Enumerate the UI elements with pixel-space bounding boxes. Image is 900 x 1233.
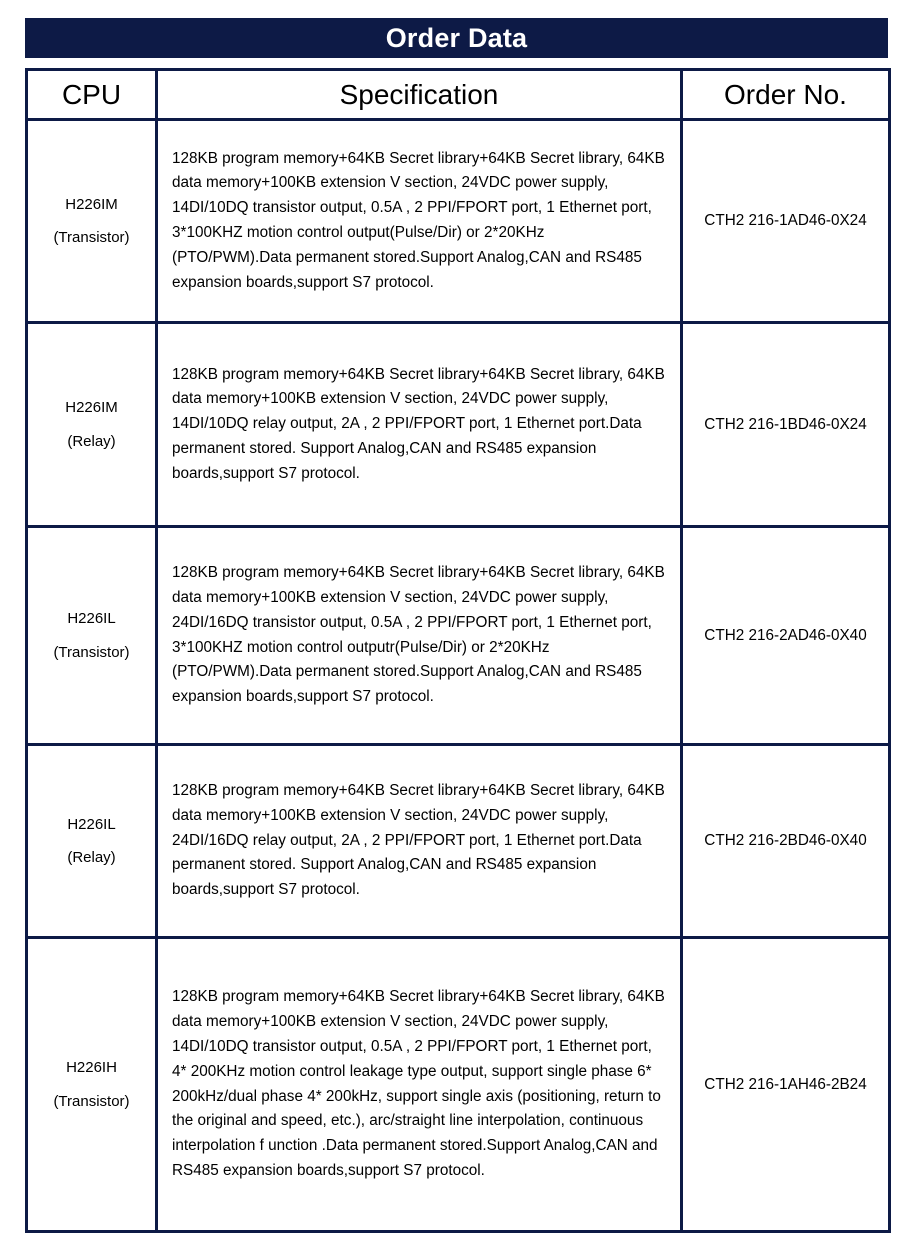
table-body xyxy=(27,120,890,1232)
column-header-specification xyxy=(157,70,682,120)
column-header-specification-label: Specification xyxy=(339,78,499,110)
order-number: CTH2 216-1AH46-2B24 xyxy=(704,1075,867,1093)
specification-cell xyxy=(157,938,682,1232)
table-header xyxy=(27,70,890,120)
cpu-output-type: (Relay) xyxy=(67,432,116,450)
order-no-cell xyxy=(682,120,890,323)
order-no-cell xyxy=(682,323,890,527)
column-header-order-no-label: Order No. xyxy=(724,78,847,110)
table-row xyxy=(27,323,890,527)
specification-cell xyxy=(157,323,682,527)
specification-text: 128KB program memory+64KB Secret library+64KB Secret library, 64KB data memory+100KB extension V section, 24VDC power supply, 24DI/16DQ transistor output, 0.5A , 2 PPI/FPORT port, 1 Ethernet port, 3*100KHZ motion control outputr(Pulse/Dir) or 2*20KHz (PTO/PWM).Data permanent stored.Support Analog,CAN and RS485 expansion boards,support S7 protocol. xyxy=(172,564,665,706)
specification-cell xyxy=(157,120,682,323)
specification-text: 128KB program memory+64KB Secret library+64KB Secret library, 64KB data memory+100KB extension V section, 24VDC power supply, 14DI/10DQ transistor output, 0.5A , 2 PPI/FPORT port, 1 Ethernet port, 3*100KHZ motion control output(Pulse/Dir) or 2*20KHz (PTO/PWM).Data permanent stored.Support Analog,CAN and RS485 expansion boards,support S7 protocol. xyxy=(172,149,665,291)
cpu-cell xyxy=(27,323,157,527)
cpu-model: H226IM xyxy=(65,195,118,213)
column-header-order-no xyxy=(682,70,890,120)
cpu-model: H226IL xyxy=(67,815,116,833)
cpu-model: H226IH xyxy=(66,1059,117,1077)
specification-text: 128KB program memory+64KB Secret library+64KB Secret library, 64KB data memory+100KB extension V section, 24VDC power supply, 14DI/10DQ relay output, 2A , 2 PPI/FPORT port, 1 Ethernet port.Data permanent stored. Support Analog,CAN and RS485 expansion boards,support S7 protocol. xyxy=(172,365,665,482)
order-number: CTH2 216-1BD46-0X24 xyxy=(704,415,867,433)
cpu-cell xyxy=(27,938,157,1232)
page-title-banner xyxy=(25,18,888,58)
table-header-row xyxy=(27,70,890,120)
column-header-cpu-label: CPU xyxy=(61,78,122,110)
cpu-output-type: (Transistor) xyxy=(53,643,130,661)
order-number: CTH2 216-2BD46-0X40 xyxy=(704,832,867,850)
order-number: CTH2 216-2AD46-0X40 xyxy=(704,626,867,644)
cpu-model: H226IL xyxy=(67,610,116,628)
cpu-output-type: (Transistor) xyxy=(53,1092,130,1110)
order-no-cell xyxy=(682,527,890,745)
table-row xyxy=(27,120,890,323)
cpu-output-type: (Transistor) xyxy=(53,229,130,246)
specification-cell xyxy=(157,527,682,745)
cpu-cell xyxy=(27,120,157,323)
order-no-cell xyxy=(682,745,890,938)
cpu-cell xyxy=(27,527,157,745)
order-number: CTH2 216-1AD46-0X24 xyxy=(704,212,867,230)
order-no-cell xyxy=(682,938,890,1232)
specification-text: 128KB program memory+64KB Secret library+64KB Secret library, 64KB data memory+100KB extension V section, 24VDC power supply, 24DI/16DQ relay output, 2A , 2 PPI/FPORT port, 1 Ethernet port.Data permanent stored. Support Analog,CAN and RS485 expansion boards,support S7 protocol. xyxy=(172,782,665,899)
cpu-cell xyxy=(27,745,157,938)
specification-cell xyxy=(157,745,682,938)
specification-text: 128KB program memory+64KB Secret library+64KB Secret library, 64KB data memory+100KB extension V section, 24VDC power supply, 14DI/10DQ transistor output, 0.5A , 2 PPI/FPORT port, 1 Ethernet port, 4* 200KHz motion control leakage type output, support single phase 6* 200kHz/dual phase 4* 200kHz, support single axis (positioning, return to the original and speed, etc.), arc/straight line interpolation, continuous interpolation f unction .Data permanent stored.Support Analog,CAN and RS485 expansion boards,support S7 protocol. xyxy=(172,988,665,1179)
table-row xyxy=(27,938,890,1232)
cpu-model: H226IM xyxy=(65,399,118,417)
order-data-table xyxy=(25,68,891,1233)
table-row xyxy=(27,527,890,745)
table-row xyxy=(27,745,890,938)
page-title: Order Data xyxy=(385,22,528,53)
cpu-output-type: (Relay) xyxy=(67,849,116,866)
column-header-cpu xyxy=(27,70,157,120)
